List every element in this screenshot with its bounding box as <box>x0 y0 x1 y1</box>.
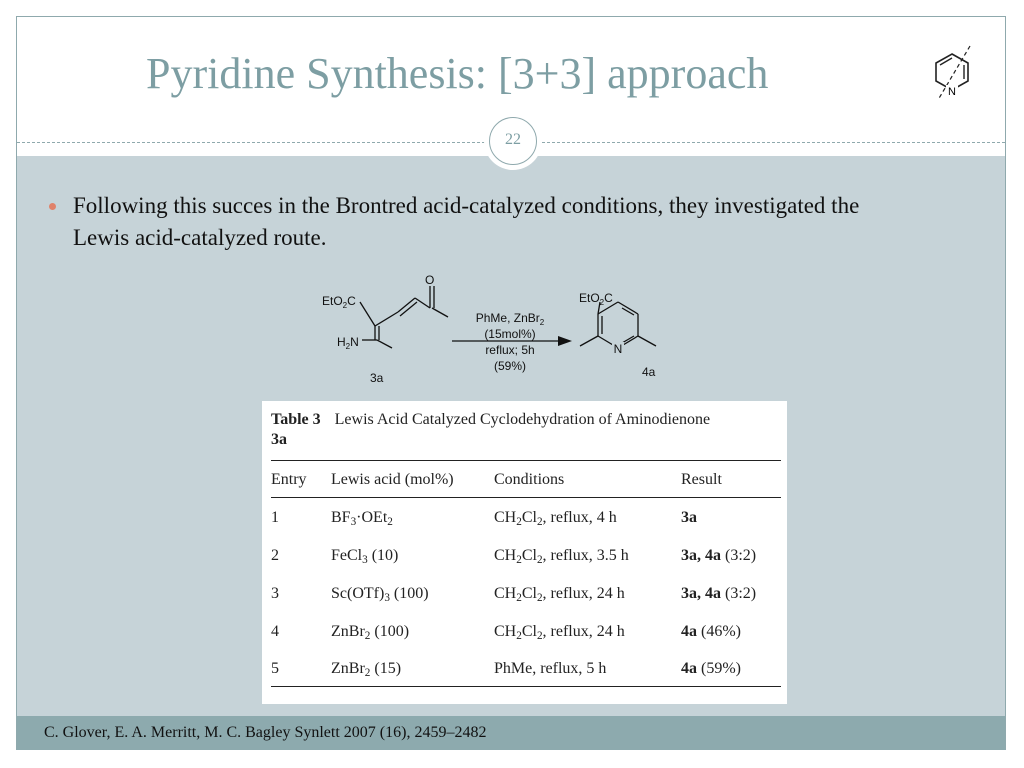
product-ester-label: EtO$_2$C <box>579 291 613 307</box>
cell-result: 4a (59%) <box>681 660 741 677</box>
cell-lewis-acid: ZnBr$_2$ (100) <box>331 623 410 642</box>
reagent-line-3: reflux; 5h <box>485 343 535 357</box>
product-label: 4a <box>642 365 656 379</box>
product-ring-n: N <box>613 342 623 356</box>
reaction-arrowhead <box>558 336 572 346</box>
cell-conditions: $CH_2Cl_2$, reflux, 3.5 h <box>494 547 629 566</box>
table-label: Table 3 <box>271 411 321 428</box>
pyridine-icon <box>924 44 980 104</box>
bullet-text: Following this succes in the Brontred acid-catalyzed conditions, they investigated the Lewis acid-catalyzed route. <box>73 193 860 250</box>
cell-entry: 1 <box>271 509 279 526</box>
reactant-structure <box>360 286 448 348</box>
header-entry: Entry <box>271 471 307 488</box>
reagent-line-2: (15mol%) <box>484 327 536 341</box>
cell-conditions: $CH_2Cl_2$, reflux, 24 h <box>494 623 625 642</box>
table-rule-bottom <box>271 686 781 687</box>
reagent-line-1: PhMe, ZnBr$_2$ <box>475 311 545 327</box>
header-conditions: Conditions <box>494 471 565 488</box>
cell-conditions: $CH_2Cl_2$, reflux, 4 h <box>494 509 617 528</box>
cell-result: 3a, 4a (3:2) <box>681 585 757 602</box>
cell-lewis-acid: $Sc(OTf)_3$ (100) <box>331 585 429 604</box>
reaction-scheme <box>300 268 720 388</box>
table-title-compound: 3a <box>271 431 287 448</box>
bullet-icon <box>49 203 56 210</box>
table-title: Lewis Acid Catalyzed Cyclodehydration of Aminodienone <box>334 411 711 428</box>
citation: C. Glover, E. A. Merritt, M. C. Bagley Synlett 2007 (16), 2459–2482 <box>44 724 487 741</box>
footer-bar <box>17 716 1005 750</box>
cell-entry: 4 <box>271 623 279 640</box>
cell-lewis-acid: $BF_3\cdot OEt_2$ <box>331 509 393 528</box>
lewis-acid-table <box>262 401 787 704</box>
table-rule-top <box>271 460 781 461</box>
cell-entry: 3 <box>271 585 279 602</box>
cell-lewis-acid: ZnBr$_2$ (15) <box>331 660 402 679</box>
slide-title: Pyridine Synthesis: [3+3] approach <box>146 49 769 98</box>
header-lewis-acid: Lewis acid (mol%) <box>331 471 454 488</box>
slide-number-badge <box>484 112 542 170</box>
reactant-label: 3a <box>370 371 384 385</box>
slide-number: 22 <box>489 117 537 165</box>
pyridine-icon-n: N <box>948 86 956 98</box>
header-result: Result <box>681 471 722 488</box>
table-caption <box>271 410 781 450</box>
cell-result: 4a (46%) <box>681 623 741 640</box>
cell-entry: 2 <box>271 547 279 564</box>
cell-result: 3a, 4a (3:2) <box>681 547 757 564</box>
table-rule-header <box>271 497 781 498</box>
cell-conditions: PhMe, reflux, 5 h <box>494 660 607 677</box>
reagent-line-4: (59%) <box>493 359 527 373</box>
cell-result: 3a <box>681 509 697 526</box>
cell-conditions: $CH_2Cl_2$, reflux, 24 h <box>494 585 625 604</box>
reactant-amine-label: $H_2N$ <box>337 335 359 351</box>
reactant-ester-label: EtO$_2$C <box>322 294 356 310</box>
reactant-ketone-o: O <box>425 273 435 287</box>
cell-lewis-acid: FeCl$_3$ (10) <box>331 547 399 566</box>
cell-entry: 5 <box>271 660 279 677</box>
